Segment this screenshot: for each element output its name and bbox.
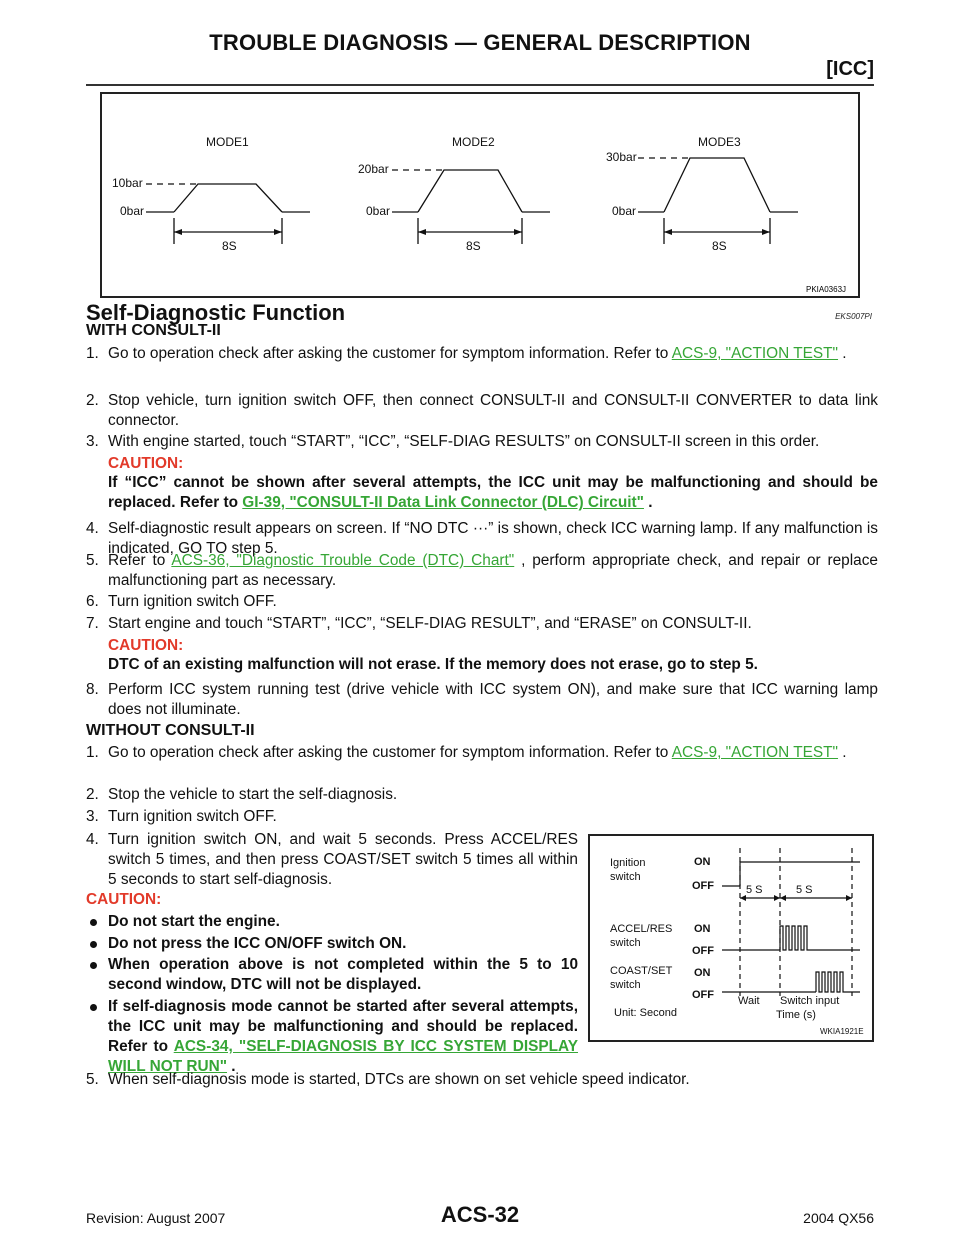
footer-model: 2004 QX56 — [803, 1210, 874, 1226]
link-acs-9-action-test[interactable]: ACS-9, "ACTION TEST" — [671, 345, 839, 362]
with-step-2: 2. Stop vehicle, turn ignition switch OFF, then connect CONSULT-II and CONSULT-II CONVERTER to data link connector. — [86, 392, 878, 429]
svg-text:ON: ON — [694, 856, 711, 868]
page-header-title: TROUBLE DIAGNOSIS — GENERAL DESCRIPTION — [209, 30, 751, 55]
svg-text:switch: switch — [610, 937, 641, 949]
without-step-2: 2. Stop the vehicle to start the self-diagnosis. — [86, 786, 398, 803]
mode3-time-label: 8S — [712, 239, 727, 253]
mode2-zero-label: 0bar — [366, 204, 391, 218]
mode1-title: MODE1 — [206, 135, 249, 149]
svg-text:ON: ON — [694, 967, 711, 979]
mode3-pressure-label: 30bar — [606, 150, 637, 164]
svg-text:5 S: 5 S — [796, 884, 813, 896]
svg-text:ON: ON — [694, 923, 711, 935]
bullet-dot — [90, 962, 97, 969]
header-divider — [86, 84, 874, 86]
with-step-8: 8. Perform ICC system running test (drive vehicle with ICC system ON), and make sure that ICC warning lamp does not illuminate. — [86, 681, 878, 718]
caution-bullet: Do not start the engine. — [86, 912, 578, 932]
without-step-3: 3. Turn ignition switch OFF. — [86, 808, 277, 825]
caution-bullet: When operation above is not completed within the 5 to 10 second window, DTC will not be displayed. — [86, 955, 578, 995]
link-acs-36-dtc-chart[interactable]: ACS-36, "Diagnostic Trouble Code (DTC) Chart" — [171, 552, 515, 569]
mode2-time-label: 8S — [466, 239, 481, 253]
svg-text:Ignition: Ignition — [610, 857, 646, 869]
svg-text:Switch input: Switch input — [780, 995, 840, 1007]
svg-text:Wait: Wait — [738, 995, 760, 1007]
caution-bullet: If self-diagnosis mode cannot be started after several attempts, the ICC unit may be malfunctioning and should be replaced. Refer to ACS-34, "SELF-DIAGNOSIS BY ICC SYSTEM DISPLAY WILL NOT RUN" . — [86, 997, 578, 1077]
with-step-1: 1. Go to operation check after asking the customer for symptom information. Refer to ACS-9, "ACTION TEST" . — [86, 345, 847, 362]
bullet-dot — [90, 1004, 97, 1011]
svg-text:ACCEL/RES: ACCEL/RES — [610, 923, 673, 935]
svg-text:switch: switch — [610, 979, 641, 991]
switch-timing-diagram — [590, 836, 872, 1040]
without-consult-heading: WITHOUT CONSULT-II — [86, 722, 255, 739]
section-title: Self-Diagnostic Function — [86, 300, 346, 325]
svg-text:OFF: OFF — [692, 880, 714, 892]
with-caution-1: CAUTION: If “ICC” cannot be shown after several attempts, the ICC unit may be malfunctioning and should be replaced. Refer to GI-39, "CONSULT-II Data Link Connector (DLC) Circuit" . — [108, 455, 878, 511]
pressure-mode-figure — [100, 92, 860, 298]
with-step-7: 7. Start engine and touch “START”, “ICC”, “SELF-DIAG RESULT”, and “ERASE” on CONSULT-II. — [86, 615, 752, 632]
mode3-zero-label: 0bar — [612, 204, 637, 218]
figure1-code: PKIA0363J — [806, 285, 847, 294]
without-caution-heading: CAUTION: — [86, 891, 162, 908]
without-step-1: 1. Go to operation check after asking the customer for symptom information. Refer to ACS-9, "ACTION TEST" . — [86, 744, 847, 761]
mode1-time-label: 8S — [222, 239, 237, 253]
bullet-dot — [90, 941, 97, 948]
page-header-tag: [ICC] — [826, 58, 874, 80]
mode1-zero-label: 0bar — [120, 204, 145, 218]
with-step-4: 4. Self-diagnostic result appears on screen. If “NO DTC ···” is shown, check ICC warning lamp. If any malfunction is indicated, GO TO step 5. — [86, 520, 878, 557]
svg-text:OFF: OFF — [692, 989, 714, 1001]
svg-text:COAST/SET: COAST/SET — [610, 965, 673, 977]
link-acs-34-self-diag-not-run[interactable]: ACS-34, "SELF-DIAGNOSIS BY ICC SYSTEM DISPLAY WILL NOT RUN" — [108, 1038, 579, 1075]
section-code: EKS007PI — [835, 312, 872, 321]
figure2-code: WKIA1921E — [820, 1027, 864, 1036]
with-step-3: 3. With engine started, touch “START”, “ICC”, “SELF-DIAG RESULTS” on CONSULT-II screen in this order. — [86, 433, 820, 450]
mode2-pressure-label: 20bar — [358, 162, 389, 176]
with-step-5: 5. Refer to ACS-36, "Diagnostic Trouble Code (DTC) Chart" , perform appropriate check, and repair or replace malfunctioning part as necessary. — [86, 552, 878, 589]
pressure-mode-diagram — [102, 94, 858, 296]
switch-timing-figure — [588, 834, 874, 1042]
caution-heading: CAUTION: — [108, 455, 184, 472]
bullet-dot — [90, 919, 97, 926]
with-step-6: 6. Turn ignition switch OFF. — [86, 593, 277, 610]
svg-text:5 S: 5 S — [746, 884, 763, 896]
footer-revision: Revision: August 2007 — [86, 1210, 226, 1226]
svg-text:OFF: OFF — [692, 945, 714, 957]
mode1-pressure-label: 10bar — [112, 176, 143, 190]
mode3-title: MODE3 — [698, 135, 741, 149]
mode2-title: MODE2 — [452, 135, 495, 149]
svg-text:Unit: Second: Unit: Second — [614, 1007, 677, 1019]
with-caution-2: CAUTION: DTC of an existing malfunction will not erase. If the memory does not erase, go to step 5. — [108, 637, 878, 675]
svg-text:switch: switch — [610, 871, 641, 883]
footer-page-number: ACS-32 — [440, 1202, 520, 1227]
link-acs-9-action-test[interactable]: ACS-9, "ACTION TEST" — [671, 744, 839, 761]
without-step-4: 4. Turn ignition switch ON, and wait 5 seconds. Press ACCEL/RES switch 5 times, and then press COAST/SET switch 5 times all within 5 seconds to start self-diagnosis. — [86, 831, 578, 888]
with-consult-heading: WITH CONSULT-II — [86, 322, 221, 339]
link-gi-39-dlc-circuit[interactable]: GI-39, "CONSULT-II Data Link Connector (DLC) Circuit" — [242, 494, 644, 511]
without-step-5: 5. When self-diagnosis mode is started, DTCs are shown on set vehicle speed indicator. — [86, 1071, 690, 1088]
svg-text:Time (s): Time (s) — [776, 1009, 816, 1021]
caution-bullet: Do not press the ICC ON/OFF switch ON. — [86, 934, 578, 954]
caution-heading: CAUTION: — [108, 637, 184, 654]
